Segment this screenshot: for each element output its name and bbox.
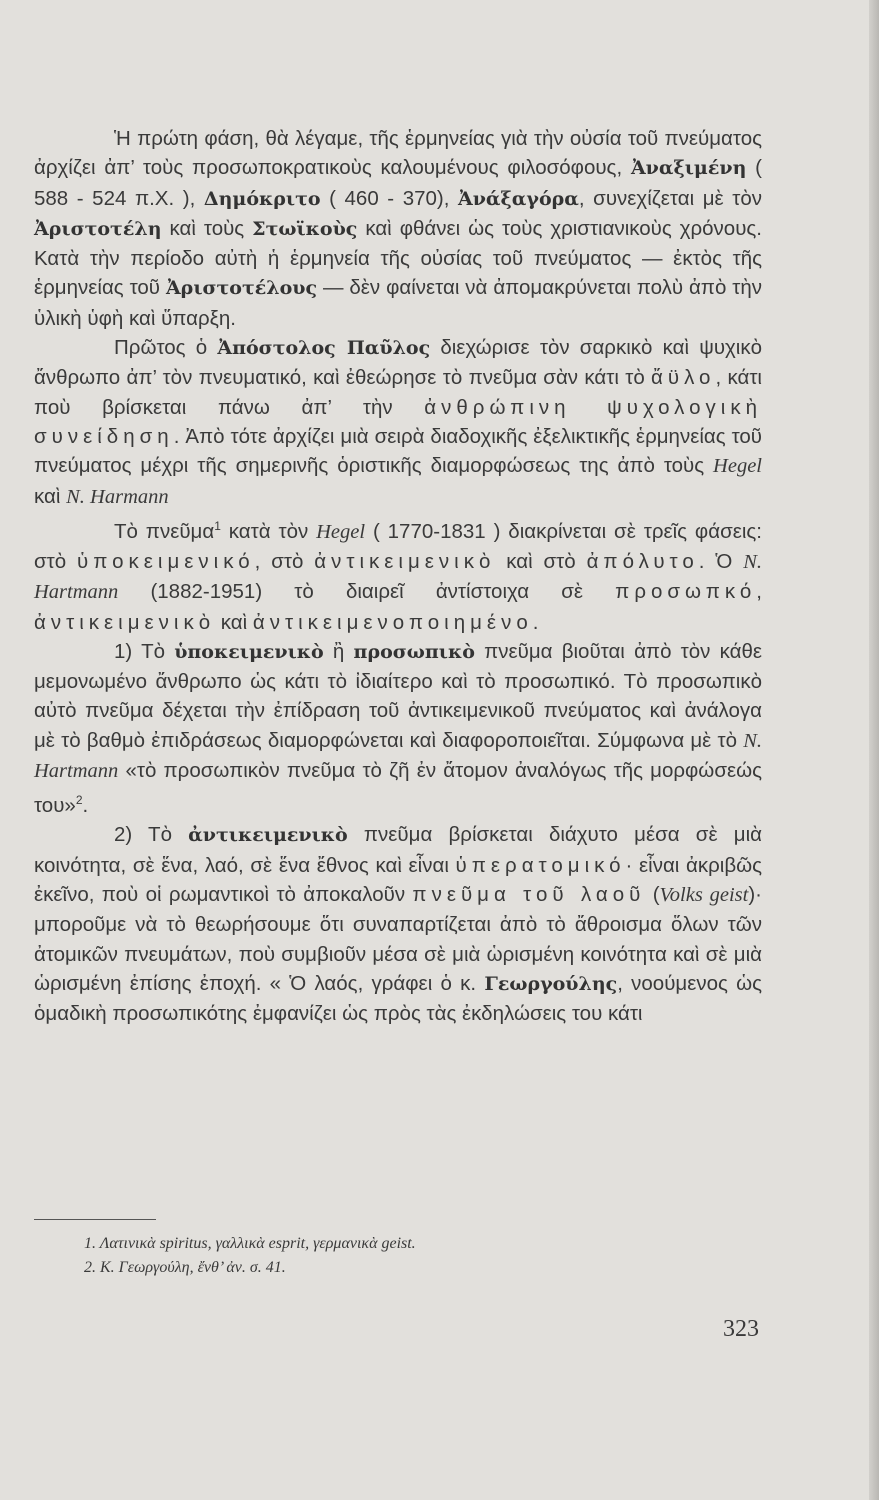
page-edge-shadow — [869, 0, 879, 1500]
footnotes — [84, 1232, 416, 1280]
body-text — [34, 124, 762, 1029]
spaced-term: ἀπόλυτο — [586, 549, 699, 573]
text-run: 2) Τὸ — [114, 823, 189, 847]
text-run: καὶ φθάνει ὡς τοὺς χριστιανικοὺς χρόνους. Κατὰ τὴν περίοδο αὐτὴ ἡ ἑρμηνεία τῆς οὐσίας τοῦ πνεύματος — ἐκτὸς τῆς ἑρμηνείας τοῦ — [34, 216, 762, 300]
spaced-term: πνεῦμα τοῦ λαοῦ — [412, 883, 646, 907]
bold-name: Ἀριστοτέλους — [165, 277, 318, 300]
spaced-term: ὑποκειμενικό — [77, 549, 255, 573]
paragraph-5 — [34, 820, 762, 1028]
bold-term: ἀντικειμενικὸ — [188, 824, 348, 847]
footnote-1: 1. Λατινικὰ spiritus, γαλλικὰ esprit, γερμανικὰ geist. — [84, 1235, 416, 1252]
italic-name: Hegel — [316, 520, 366, 543]
paragraph-3 — [34, 512, 762, 637]
paragraph-1 — [34, 124, 762, 333]
paragraph-2 — [34, 333, 762, 512]
footnote-2: 2. Κ. Γεωργούλη, ἔνθ’ ἀν. σ. 41. — [84, 1259, 286, 1276]
text-run: , — [756, 580, 762, 604]
text-run: )· μποροῦμε νὰ τὸ θεωρήσουμε ὅτι συναπαρτίζεται ἀπὸ τὸ ἄθροισμα ὅλων τῶν ἀτομικῶν πνευμάτων, ποὺ συμβιοῦν μέσα σὲ μιὰ ὡρισμένη κοινότητα καὶ σὲ μιὰ ὡρισμένη ἐπίσης ἐποχή. « Ὁ λαός, γράφει ὁ κ. — [34, 883, 762, 995]
text-run: ἢ — [323, 639, 354, 663]
italic-name: Volks geist — [659, 884, 749, 907]
text-run: Τὸ πνεῦμα — [114, 519, 215, 543]
footnote-divider — [34, 1219, 156, 1220]
paragraph-4 — [34, 637, 762, 821]
bold-name: Ἀπόστολος Παῦλος — [217, 337, 431, 360]
italic-name: N. Hartmann — [34, 729, 762, 783]
text-run: , συνεχίζεται μὲ τὸν — [578, 186, 762, 210]
bold-name: Στωϊκοὺς — [252, 217, 358, 240]
text-run: . Ἀπὸ τότε ἀρχίζει μιὰ σειρὰ διαδοχικῆς ἐξελικτικῆς ἑρμηνείας τοῦ πνεύματος μέχρι τῆς σημερινῆς ὁριστικῆς διαμορφώσεως της ἀπὸ τοὺς — [34, 424, 762, 478]
bold-name: Γεωργούλης — [484, 972, 618, 995]
italic-name: N. Harmann — [66, 485, 169, 508]
spaced-term: ἀντικειμενικὸ — [314, 549, 496, 573]
text-run: . — [82, 794, 89, 818]
spaced-term: προσωπκό — [615, 580, 757, 604]
text-run: · εἶναι ἀκριβῶς ἐκεῖνο, ποὺ οἱ ρωμαντικοὶ τὸ ἀποκαλοῦν — [34, 853, 763, 907]
spaced-term: ἀντικειμενικὸ — [34, 610, 216, 634]
text-run: «τὸ προσωπικὸν πνεῦμα τὸ ζῆ ἐν ἄτομον ἀναλόγως τῆς μορφώσεώς του» — [34, 759, 762, 818]
text-run: καὶ — [215, 610, 253, 634]
footnote-ref: 1 — [214, 518, 221, 533]
text-run: πνεῦμα βρίσκεται διάχυτο μέσα σὲ μιὰ κοινότητα, σὲ ἕνα, λαό, σὲ ἕνα ἔθνος καὶ εἶναι — [34, 823, 762, 877]
text-run: (1882-1951) τὸ διαιρεῖ ἀντίστοιχα σὲ — [118, 580, 616, 604]
spaced-term: ὑπερατομικό — [455, 853, 626, 877]
text-run: κατὰ τὸν — [220, 519, 317, 543]
text-run: , κάτι ποὺ βρίσκεται πάνω ἀπ’ τὴν — [34, 366, 762, 419]
text-run: καὶ — [34, 484, 67, 508]
text-run: . — [532, 610, 539, 634]
text-run: ( 588 - 524 π.Χ. ), — [34, 156, 763, 210]
text-run: Ἡ πρώτη φάση, θὰ λέγαμε, τῆς ἑρμηνείας γιὰ τὴν οὐσία τοῦ πνεύματος ἀρχίζει ἀπ’ τοὺς προσωποκρατικοὺς καλουμένους φιλοσόφους, — [34, 127, 762, 180]
bold-name: Ἀνάξαγόρα — [458, 187, 579, 210]
text-run: Πρῶτος ὁ — [114, 336, 218, 360]
spaced-term: ἀντικειμενοποιημένο — [252, 610, 533, 634]
text-run: — δὲν φαίνεται νὰ ἀπομακρύνεται πολὺ ἀπὸ τὴν ὑλικὴ ὑφὴ καὶ ὕπαρξη. — [34, 276, 763, 330]
text-run: , νοούμενος ὡς ὁμαδικὴ προσωπικότης ἐμφανίζει ὡς πρὸς τὰς ἐκδηλώσεις του κάτι — [34, 971, 763, 1026]
page-number: 323 — [723, 1316, 759, 1342]
bold-name: Ἀριστοτέλη — [34, 217, 162, 240]
text-run: ( — [645, 883, 660, 907]
spaced-term: ἄϋλο — [651, 366, 716, 390]
text-run: . Ὁ — [698, 549, 744, 573]
footnote-ref: 2 — [75, 793, 83, 808]
bold-term: ὑποκειμενικὸ — [174, 640, 324, 663]
bold-name: Ἀναξιμένη — [630, 157, 747, 180]
bold-name: Δημόκριτο — [203, 187, 321, 210]
text-run: ( 1770-1831 ) διακρίνεται σὲ τρεῖς φάσεις: στὸ — [34, 519, 762, 573]
text-run: ( 460 - 370), — [320, 186, 458, 210]
text-run: καὶ τοὺς — [161, 216, 253, 240]
italic-name: N. Hartmann — [34, 550, 762, 604]
text-run: πνεῦμα βιοῦται ἀπὸ τὸν κάθε μεμονωμένο ἄνθρωπο ὡς κάτι τὸ ἰδιαίτερο καὶ τὸ προσωπικό. Τὸ προσωπικὸ αὐτὸ πνεῦμα δέχεται τὴν ἐπίδραση τοῦ ἀντικειμενικοῦ πνεύματος καὶ ἀνάλογα μὲ τὸ βαθμὸ ἐπιδράσεως διαμορφώνεται καὶ διαφοροποιεῖται. Σύμφωνα μὲ τὸ — [34, 639, 763, 752]
italic-name: Hegel — [713, 455, 762, 478]
spaced-term: ἀνθρώπινη ψυχολογικὴ συνείδηση — [34, 395, 762, 448]
text-run: διεχώρισε τὸν σαρκικὸ καὶ ψυχικὸ ἄνθρωπο ἀπ’ τὸν πνευματικό, καὶ ἐθεώρησε τὸ πνεῦμα σὰν κάτι τὸ — [34, 336, 763, 390]
text-run: 1) Τὸ — [114, 639, 175, 663]
text-run: καὶ στὸ — [495, 549, 587, 573]
text-run: , στὸ — [254, 549, 315, 573]
bold-term: προσωπικὸ — [353, 640, 475, 663]
